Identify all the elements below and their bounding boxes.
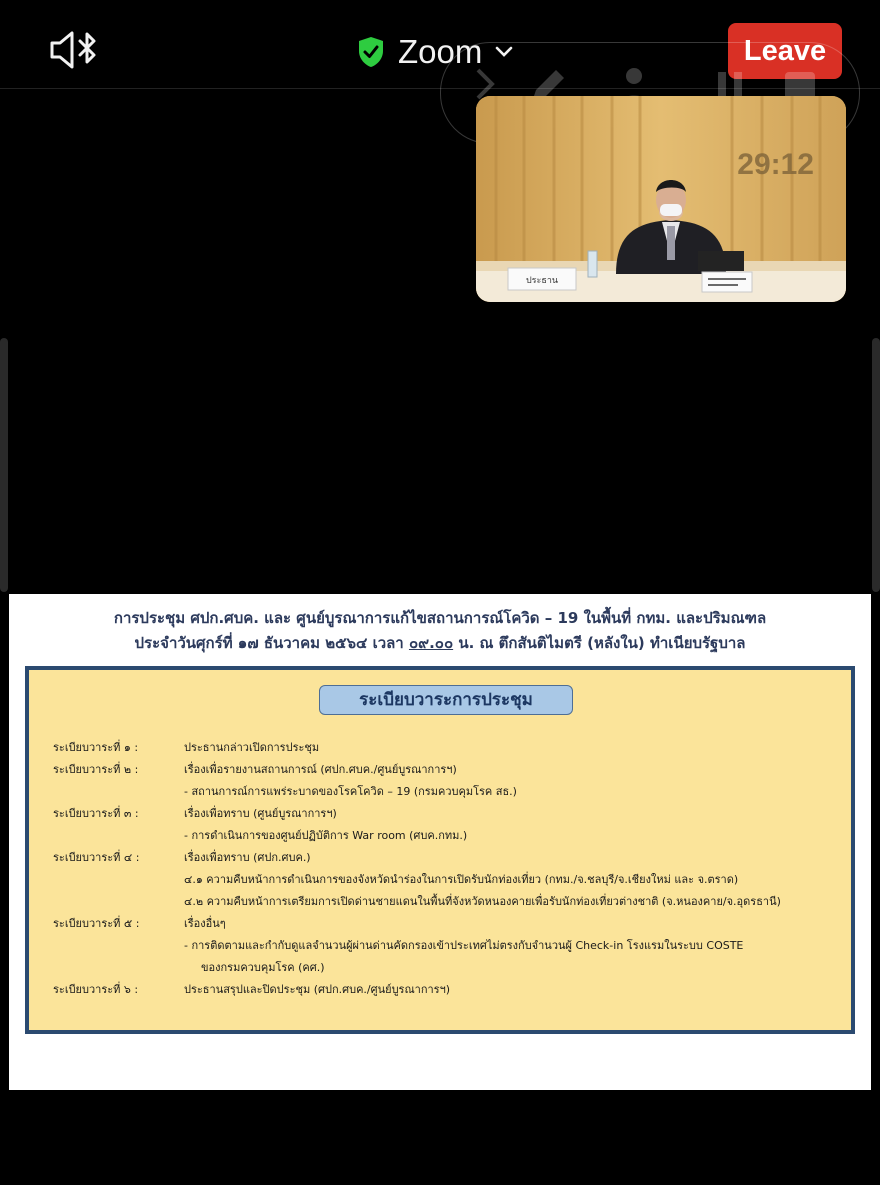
agenda-title: ระเบียบวาระการประชุม [319, 685, 573, 715]
agenda-subtext-4-1: ๔.๑ ความคืบหน้าการดำเนินการของจังหวัดนำร่องในการเปิดรับนักท่องเที่ยว (กทม./จ.ชลบุรี/จ.เชียงใหม่ และ จ.ตราด) [184, 873, 739, 886]
chair-placard: ประธาน [525, 276, 559, 286]
agenda-panel [25, 666, 855, 1034]
agenda-label-5: ระเบียบวาระที่ ๕ : [53, 917, 140, 930]
audio-output-button[interactable] [46, 28, 102, 72]
agenda-subtext-5: - การติดตามและกำกับดูแลจำนวนผู้ผ่านด่านคัดกรองเข้าประเทศไม่ตรงกับจำนวนผู้ Check-in โรงแรมในระบบ COSTE [184, 939, 744, 952]
agenda-label-3: ระเบียบวาระที่ ๓ : [53, 807, 139, 820]
document-heading-line1: การประชุม ศปก.ศบค. และ ศูนย์บูรณาการแก้ไขสถานการณ์โควิด – 19 ในพื้นที่ กทม. และปริมณฑล [113, 609, 767, 627]
meeting-title: Zoom [398, 33, 483, 70]
agenda-subtext-4-2: ๔.๒ ความคืบหน้าการเตรียมการเปิดด่านชายแดนในพื้นที่จังหวัดหนองคายเพื่อรับนักท่องเที่ยวต่างชาติ (จ.หนองคาย/จ.อุดรธานี) [184, 895, 781, 908]
shared-screen[interactable] [9, 594, 871, 1090]
right-scrollbar[interactable] [872, 338, 880, 592]
video-frame-image [476, 96, 846, 302]
recording-timer: 29:12 [737, 148, 814, 181]
heading-date: ประจำวันศุกร์ที่ ๑๗ ธันวาคม ๒๕๖๔ เวลา [134, 634, 409, 652]
agenda-text-6: ประธานสรุปและปิดประชุม (ศปก.ศบค./ศูนย์บูรณาการฯ) [184, 983, 451, 996]
agenda-text-3: เรื่องเพื่อทราบ (ศูนย์บูรณาการฯ) [184, 807, 337, 820]
agenda-subtext-5-cont: ของกรมควบคุมโรค (คศ.) [201, 961, 325, 974]
heading-location: น. ณ ตึกสันติไมตรี (หลังใน) ทำเนียบรัฐบาล [453, 634, 746, 652]
heading-time: ๐๙.๐๐ [408, 634, 454, 652]
agenda-label-1: ระเบียบวาระที่ ๑ : [53, 741, 139, 754]
bottom-area [0, 1090, 880, 1185]
agenda-text-2: เรื่องเพื่อรายงานสถานการณ์ (ศปก.ศบค./ศูนย์บูรณาการฯ) [184, 763, 457, 776]
left-scrollbar[interactable] [0, 338, 8, 592]
shield-check-icon [356, 35, 386, 69]
agenda-label-6: ระเบียบวาระที่ ๖ : [53, 983, 139, 996]
leave-button[interactable]: Leave [728, 23, 842, 79]
agenda-subtext-3: - การดำเนินการของศูนย์ปฏิบัติการ War room (ศบค.กทม.) [184, 829, 468, 842]
agenda-text-5: เรื่องอื่นๆ [184, 917, 226, 930]
agenda-text-1: ประธานกล่าวเปิดการประชุม [184, 741, 320, 754]
document-heading-line2 [9, 631, 871, 655]
agenda-subtext-2: - สถานการณ์การแพร่ระบาดของโรคโควิด – 19 (กรมควบคุมโรค สธ.) [184, 785, 517, 798]
speaker-bluetooth-icon [46, 28, 102, 72]
active-speaker-video[interactable] [476, 96, 846, 302]
agenda-label-2: ระเบียบวาระที่ ๒ : [53, 763, 139, 776]
agenda-text-4: เรื่องเพื่อทราบ (ศปก.ศบค.) [184, 851, 311, 864]
agenda-label-4: ระเบียบวาระที่ ๔ : [53, 851, 140, 864]
